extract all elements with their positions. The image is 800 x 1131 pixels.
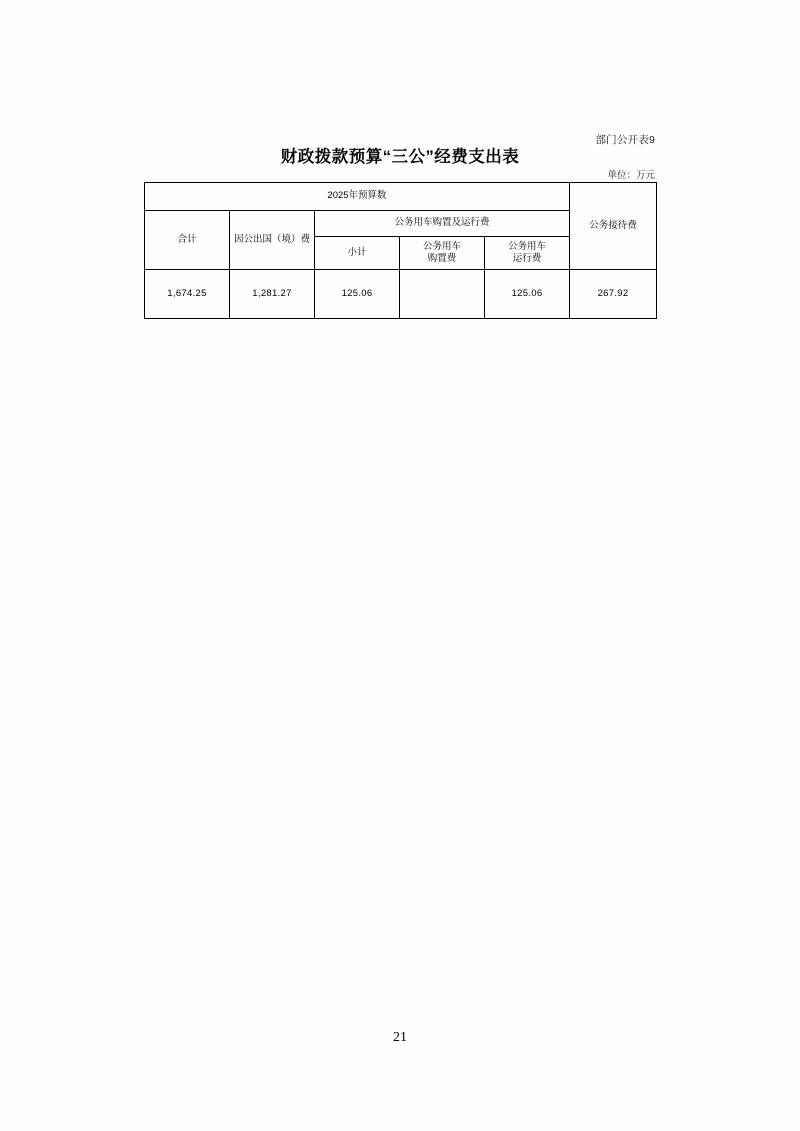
banner-year: 2025年预算数 bbox=[145, 183, 570, 211]
header-vehicle-operation bbox=[485, 237, 570, 270]
budget-table bbox=[144, 182, 657, 319]
header-reception: 公务接待费 bbox=[570, 183, 657, 270]
header-vehicle-purchase-line1: 公务用车 bbox=[422, 240, 461, 252]
value-total: 1,674.25 bbox=[145, 270, 230, 319]
value-reception: 267.92 bbox=[570, 270, 657, 319]
header-vehicle-operation-line1: 公务用车 bbox=[507, 240, 546, 252]
table-row bbox=[145, 270, 657, 319]
value-abroad: 1,281.27 bbox=[230, 270, 315, 319]
table-banner-row bbox=[145, 183, 657, 211]
header-total: 合计 bbox=[145, 211, 230, 270]
header-vehicle-purchase bbox=[400, 237, 485, 270]
header-vehicle-operation-line2: 运行费 bbox=[512, 253, 542, 264]
header-abroad: 因公出国（境）费 bbox=[230, 211, 315, 270]
header-vehicle-subtotal: 小计 bbox=[315, 237, 400, 270]
value-vehicle-subtotal: 125.06 bbox=[315, 270, 400, 319]
header-vehicle-group: 公务用车购置及运行费 bbox=[315, 211, 570, 237]
header-vehicle-purchase-line2: 购置费 bbox=[427, 253, 457, 264]
unit-label: 单位：万元 bbox=[607, 170, 655, 181]
value-vehicle-operation: 125.06 bbox=[485, 270, 570, 319]
value-vehicle-purchase bbox=[400, 270, 485, 319]
page-title: 财政拨款预算“三公”经费支出表 bbox=[280, 148, 520, 166]
form-tag: 部门公开表9 bbox=[595, 134, 655, 146]
page-number: 21 bbox=[393, 1030, 407, 1045]
